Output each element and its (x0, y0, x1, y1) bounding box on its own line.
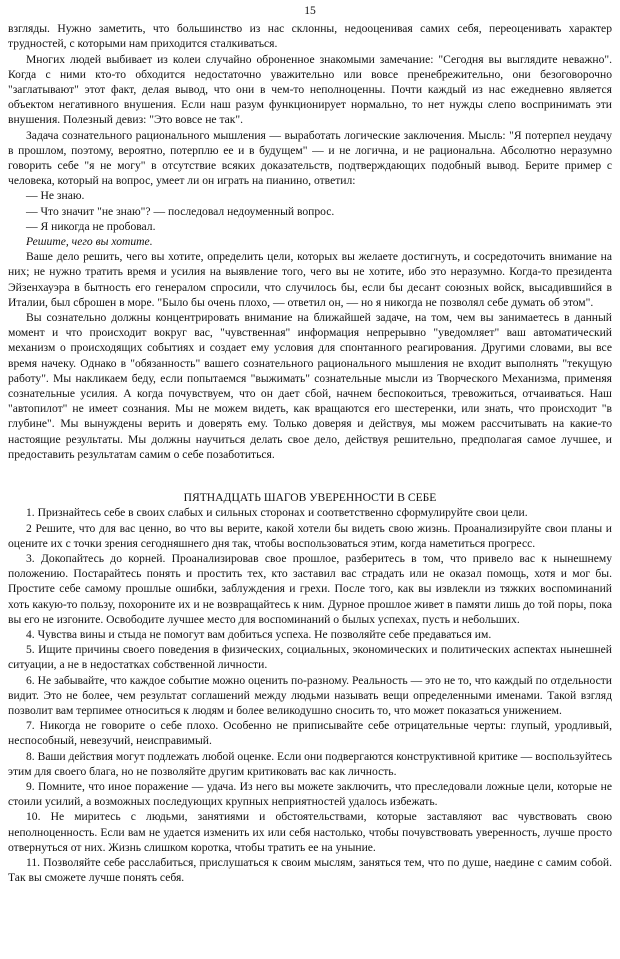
paragraph: Ваше дело решить, чего вы хотите, определить цели, которых вы желаете достигнуть, и сосредоточить внимание на них; не нужно тратить время и усилия на выявление того, чего вы не хотите, ибо это неразумно. Когда-то президента Эйзенхауэра в бытность его генералом спросили, что случилось бы, если бы десант союзных войск, высадившийся в Италии, был сброшен в море. "Было бы очень плохо, — ответил он, — но я никогда не позволял себе думать об этом". (8, 250, 612, 309)
section-title: ПЯТНАДЦАТЬ ШАГОВ УВЕРЕННОСТИ В СЕБЕ (183, 491, 437, 505)
paragraph: Задача сознательного рационального мышления — выработать логические заключения. Мысль: "Я потерпел неудачу в прошлом, поэтому, вероятно, потерплю ее и в будущем" — и не логична, и не рациональна. Абсолютно неразумно говорить себе "я не могу" в отсутствие всяких доказательств, подтверждающих подобный вывод. Берите пример с человека, который на вопрос, умеет ли он играть на пианино, ответил: (8, 128, 612, 188)
dialogue-line: — Что значит "не знаю"? — последовал недоуменный вопрос. (26, 204, 335, 218)
section-spacer (8, 462, 612, 490)
list-item: 8. Ваши действия могут подлежать любой оценке. Если они подвергаются конструктивной критике — воспользуйтесь этим для своего блага, но не позволяйте другим критиковать вас как личность. (8, 749, 612, 778)
dialogue-line: — Не знаю. (26, 189, 85, 203)
list-item: 6. Не забывайте, что каждое событие можно оценить по-разному. Реальность — это не то, что каждый по отдельности видит. Это не более, чем результат соглашений между людьми называть вещи определенными именами. Такой взгляд позволит вам терпимее относиться к людям и более великодушно сносить то, что может показаться унижением. (8, 673, 612, 717)
list-item: 11. Позволяйте себе расслабиться, прислушаться к своим мыслям, заняться тем, что по душе, наедине с самим собой. Так вы сможете лучше понять себя. (8, 855, 612, 885)
paragraph: Вы сознательно должны концентрировать внимание на ближайшей задаче, на том, чем вы занимаетесь в данный момент и что происходит вокруг вас, "чувственная" информация непрерывно "уведомляет" ваш автоматический механизм о происходящих событиях и создает ему условия для спонтанного реагирования. Другими словами, вы все время начеку. Однако в "обязанность" вашего сознательного рационального мышления не входит выполнять "текущую работу". Мы накликаем беду, если попытаемся "выжимать" сознательные мысли из Творческого Механизма, применяя сознательные усилия. А когда почувствуем, что он дает сбой, начнем беспокоиться, тревожиться, отчаиваться. Наш "автопилот" не имеет сознания. Мы не можем видеть, как вращаются его шестеренки, или знать, что происходит "в глубине". Мы вынуждены верить и доверять ему. Только доверяя и действуя, мы можем рассчитывать на какие-то настоящие результаты. Мы должны научиться делать свое дело, действуя решительно, предполагая самое лучшее, и предоставить результатам самим о себе позаботиться. (8, 311, 612, 461)
list-item: 3. Докопайтесь до корней. Проанализировав свое прошлое, разберитесь в том, что привело вас к нынешнему положению. Постарайтесь понять и простить тех, кто заставил вас страдать или не оказал помощь, хотя и мог бы. Простите себе самому прошлые ошибки, заблуждения и грехи. После того, как вы извлекли из тяжких воспоминаний хоть какую-то пользу, похороните их и не возвращайтесь к ним. Дурное прошлое живет в памяти лишь до той поры, пока вы его не изгоните. Освободите лучшее место для воспоминаний о былых успехах, пусть и небольших. (8, 551, 612, 626)
list-item: 9. Помните, что иное поражение — удача. Из него вы можете заключить, что преследовали ложные цели, которые не стоили усилий, а возможных последующих крупных неприятностей удалось избежать. (8, 779, 612, 809)
list-item: 2 Решите, что для вас ценно, во что вы верите, какой хотели бы видеть свою жизнь. Проанализируйте свои планы и оцените их с точки зрения сегодняшнего дня так, чтобы воспользоваться этим, когда наметиться прогресс. (8, 521, 612, 550)
list-item: 1. Признайтесь себе в своих слабых и сильных сторонах и соответственно сформулируйте свои цели. (26, 506, 528, 520)
paragraph-continuation: взгляды. Нужно заметить, что большинство из нас склонны, недооценивая самих себя, переоценивать характер трудностей, с которыми нам приходится сталкиваться. (8, 22, 612, 51)
document-page (8, 0, 612, 885)
list-item: 5. Ищите причины своего поведения в физических, социальных, экономических и политических аспектах нынешней ситуации, а не в недостатках собственной личности. (8, 643, 612, 672)
list-item: 4. Чувства вины и стыда не помогут вам добиться успеха. Не позволяйте себе предаваться им. (26, 627, 492, 641)
list-item: 7. Никогда не говорите о себе плохо. Особенно не приписывайте себе отрицательные черты: глупый, уродливый, неспособный, невезучий, неисправимый. (8, 719, 612, 748)
paragraph: Многих людей выбивает из колеи случайно оброненное знакомыми замечание: "Сегодня вы выглядите неважно". Когда с ними кто-то обходится недостаточно уважительно или вовсе пренебрежительно, они безоговорочно "заглатывают" этот факт, делая вывод, что они в чем-то неполноценны. Почти каждый из нас ежедневно является объектом негативного внушения. Если наш разум функционирует нормально, то нет нужды слепо воспринимать эти внушения. Полезный девиз: "Это вовсе не так". (8, 52, 612, 127)
dialogue-line: — Я никогда не пробовал. (26, 219, 156, 233)
list-item: 10. Не миритесь с людьми, занятиями и обстоятельствами, которые заставляют вас чувствовать свою неполноценность. Если вам не удается изменить их или себя настолько, чтобы почувствовать уверенность, лучше просто отвернуться от них. Жизнь слишком коротка, чтобы тратить ее на уныние. (8, 810, 612, 854)
page-number: 15 (304, 4, 316, 17)
italic-emphasis-line: Решите, чего вы хотите. (26, 235, 153, 249)
